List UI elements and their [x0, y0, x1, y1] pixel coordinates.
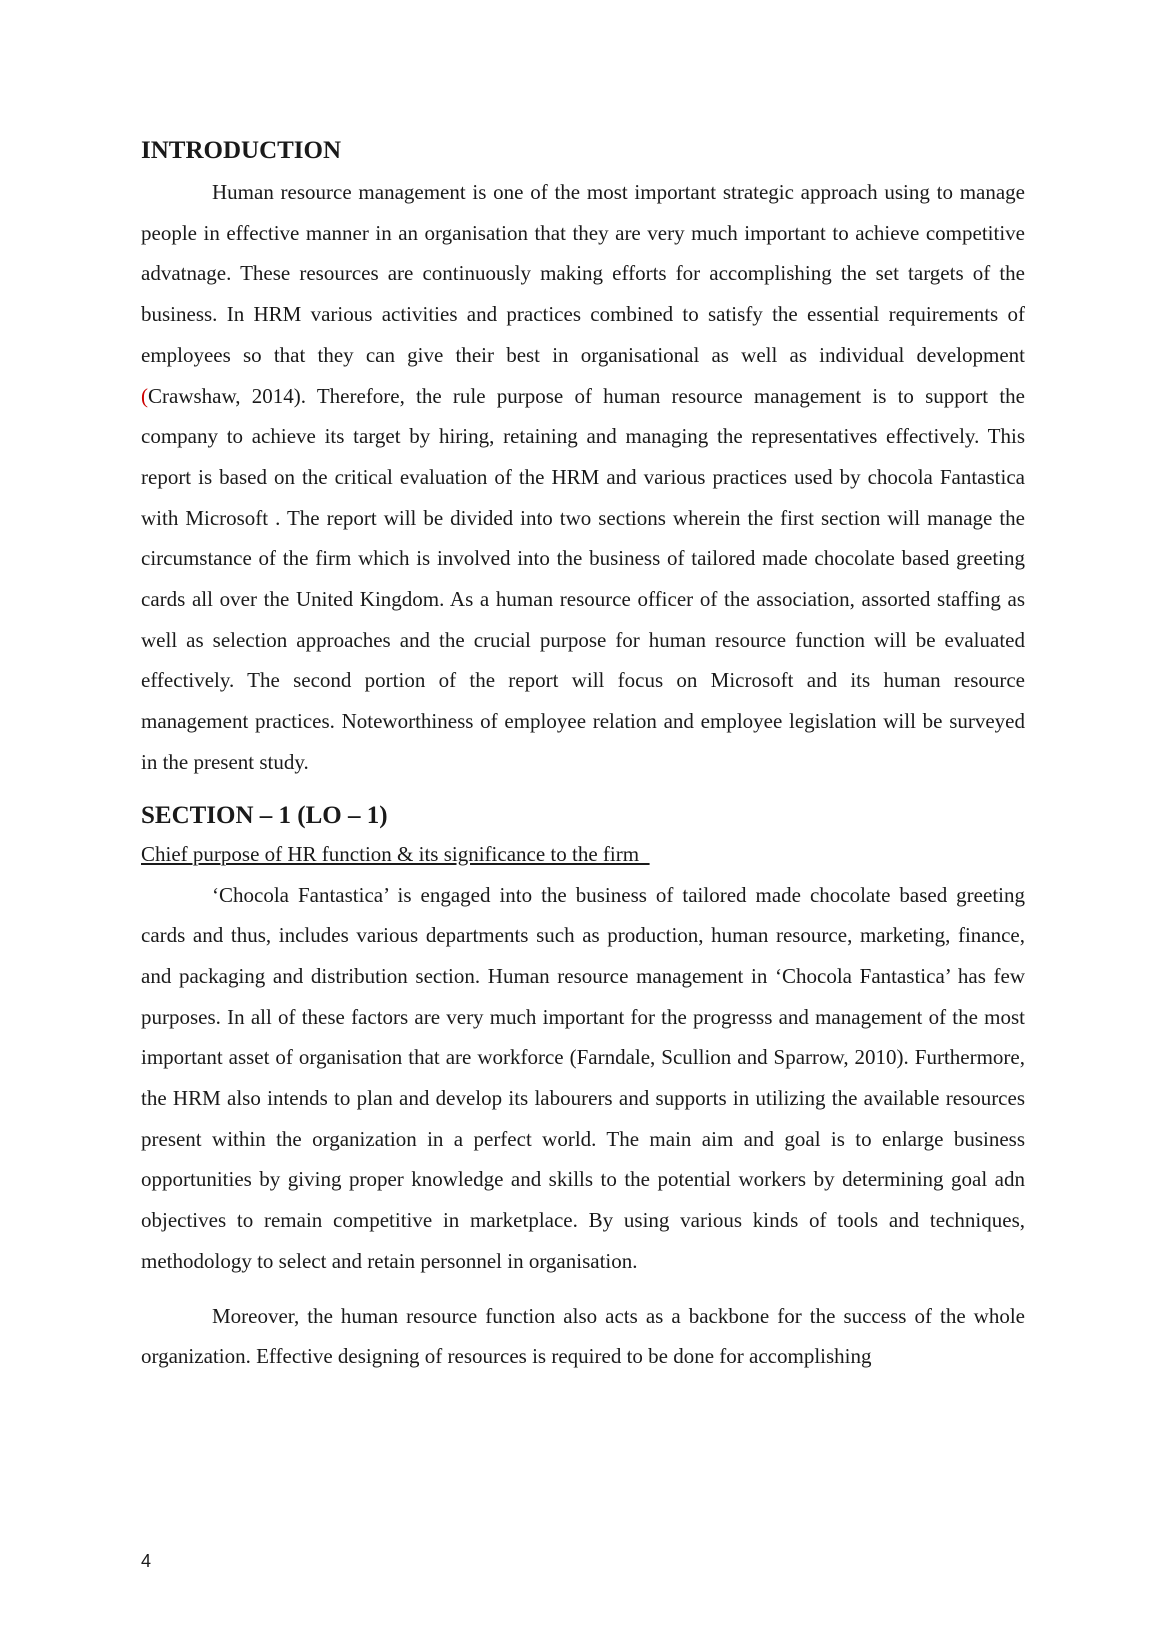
introduction-text-after-citation: Crawshaw, 2014). Therefore, the rule purpose of human resource management is to support the company to achieve its target by hiring, retaining and managing the representatives effectively. This report is based on the critical evaluation of the HRM and various practices used by chocola Fantastica with Microsoft . The report will be divided into two sections wherein the first section will manage the circumstance of the firm which is involved into the business of tailored made chocolate based greeting cards all over the United Kingdom. As a human resource officer of the association, assorted staffing as well as selection approaches and the crucial purpose for human resource function will be evaluated effectively. The second portion of the report will focus on Microsoft and its human resource management practices. Noteworthiness of employee relation and employee legislation will be surveyed in the present study. — [141, 383, 1025, 774]
page-number: 4 — [141, 1551, 152, 1571]
introduction-paragraph — [141, 172, 1025, 783]
document-body — [141, 136, 1025, 1377]
introduction-heading: INTRODUCTION — [141, 137, 342, 164]
section-1-heading: SECTION – 1 (LO – 1) — [141, 801, 388, 829]
section-1-subheading: Chief purpose of HR function & its significance to the firm — [141, 841, 650, 866]
section-1-paragraph-1: ‘Chocola Fantastica’ is engaged into the business of tailored made chocolate based greeting cards and thus, includes various departments such as production, human resource, marketing, finance, and packaging and distribution section. Human resource management in ‘Chocola Fantastica’ has few purposes. In all of these factors are very much important for the progresss and management of the most important asset of organisation that are workforce (Farndale, Scullion and Sparrow, 2010). Furthermore, the HRM also intends to plan and develop its labourers and supports in utilizing the available resources present within the organization in a perfect world. The main aim and goal is to enlarge business opportunities by giving proper knowledge and skills to the potential workers by determining goal adn objectives to remain competitive in marketplace. By using various kinds of tools and techniques, methodology to select and retain personnel in organisation. — [141, 882, 1025, 1273]
section-1-paragraph-2: Moreover, the human resource function also acts as a backbone for the success of the whole organization. Effective designing of resources is required to be done for accomplishing — [141, 1303, 1025, 1369]
citation-open-paren: ( — [141, 383, 148, 408]
introduction-text-before-citation: Human resource management is one of the most important strategic approach using to manage people in effective manner in an organisation that they are very much important to achieve competitive advatnage. These resources are continuously making efforts for accomplishing the set targets of the business. In HRM various activities and practices combined to satisfy the essential requirements of employees so that they can give their best in organisational as well as individual development — [141, 180, 1025, 367]
